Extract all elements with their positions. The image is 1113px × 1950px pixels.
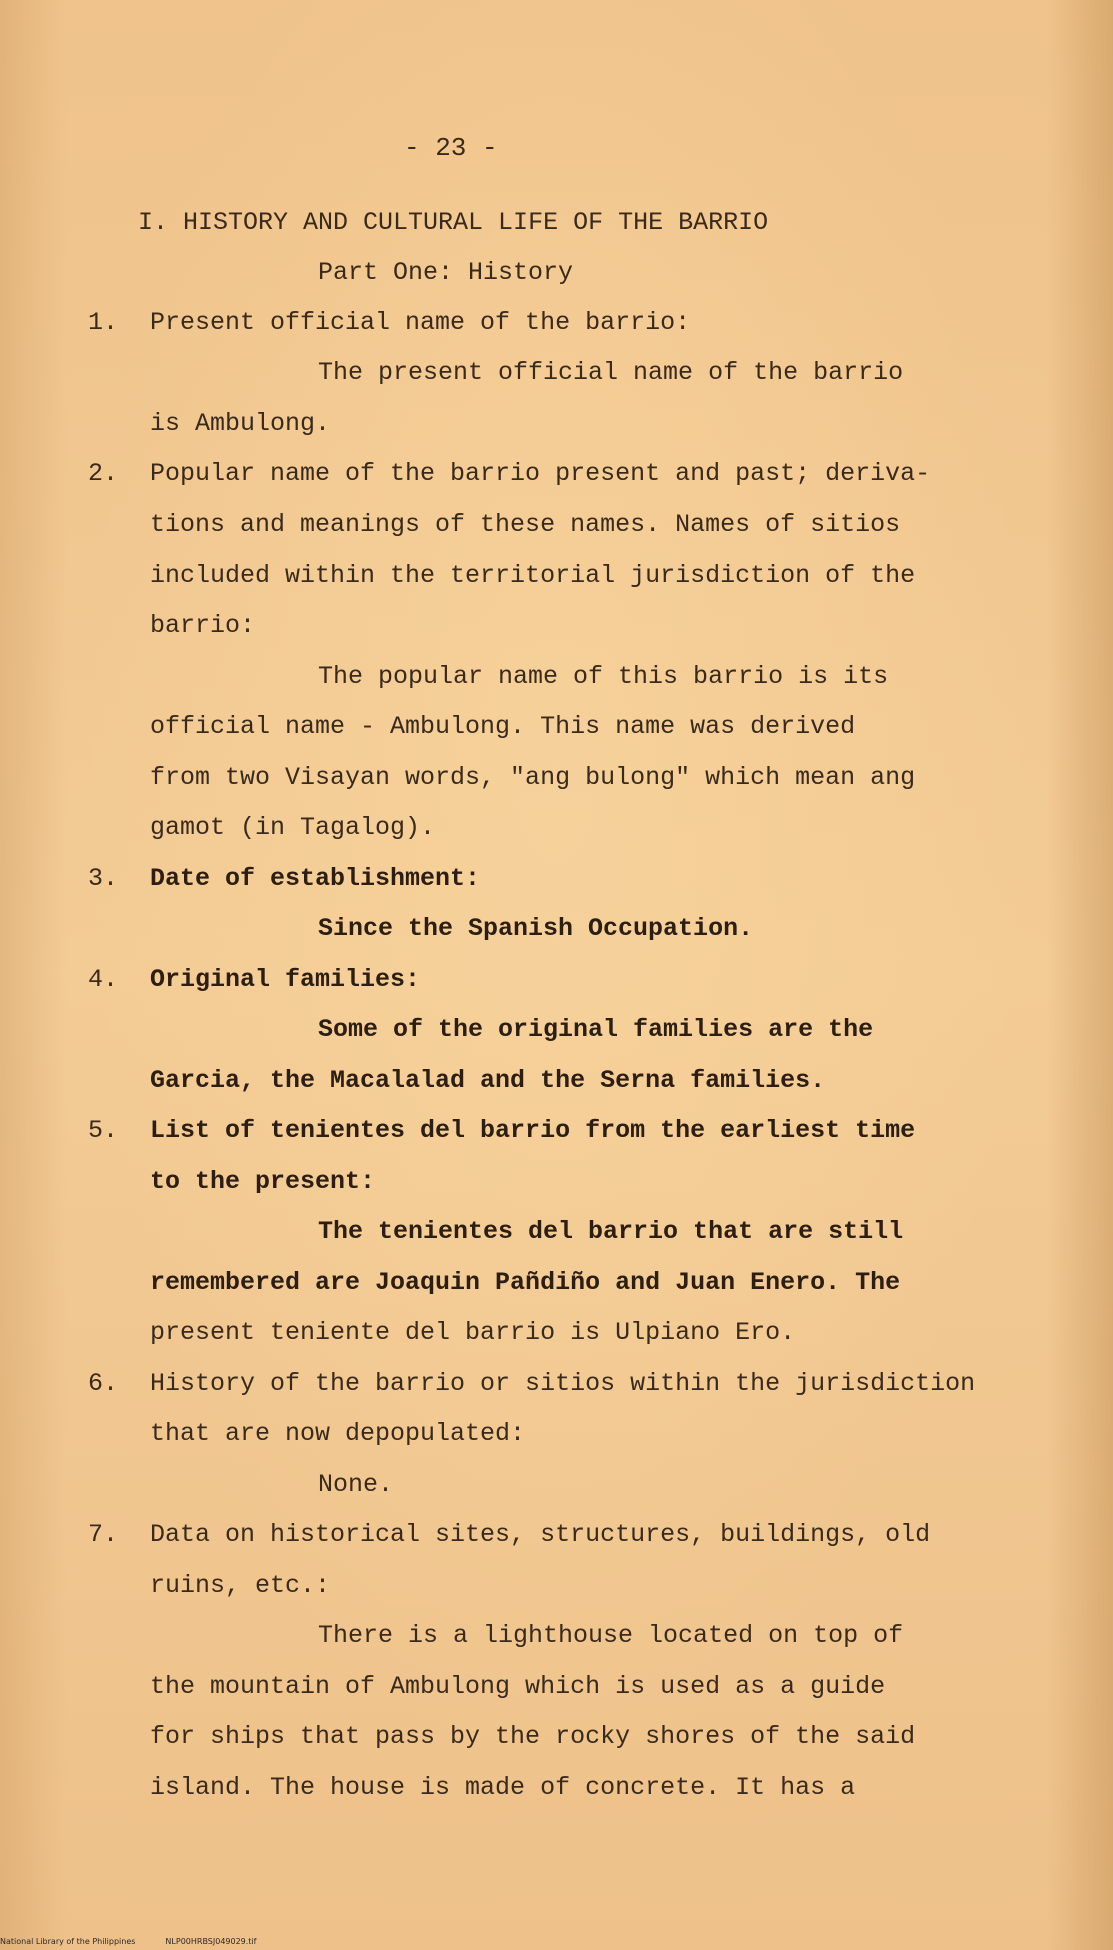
answer-text: from two Visayan words, "ang bulong" which mean ang (150, 763, 916, 792)
answer-text: Some of the original families are the (318, 1015, 874, 1044)
answer-text: official name - Ambulong. This name was derived (150, 712, 856, 741)
question-text: List of tenientes del barrio from the earliest time (150, 1116, 916, 1145)
page-number: - 23 - (404, 133, 498, 163)
answer-text: island. The house is made of concrete. It has a (150, 1773, 856, 1802)
section-heading: I. HISTORY AND CULTURAL LIFE OF THE BARRIO (138, 208, 769, 237)
item-number: 7. (88, 1520, 119, 1549)
question-text: to the present: (150, 1167, 376, 1196)
footer-library: National Library of the Philippines (0, 1937, 136, 1946)
answer-text: The present official name of the barrio (318, 358, 904, 387)
question-text: Original families: (150, 965, 421, 994)
question-text: Popular name of the barrio present and past; deriva- (150, 459, 931, 488)
scan-footer (0, 1937, 256, 1946)
item-number: 3. (88, 864, 119, 893)
answer-text: remembered are Joaquin Pañdiño and Juan Enero. The (150, 1268, 901, 1297)
question-text: that are now depopulated: (150, 1419, 526, 1448)
question-text: ruins, etc.: (150, 1571, 331, 1600)
answer-text: The popular name of this barrio is its (318, 662, 889, 691)
answer-text: gamot (in Tagalog). (150, 813, 436, 842)
answer-text: Since the Spanish Occupation. (318, 914, 754, 943)
question-text: Data on historical sites, structures, buildings, old (150, 1520, 931, 1549)
answer-text: for ships that pass by the rocky shores of the said (150, 1722, 916, 1751)
item-number: 1. (88, 308, 119, 337)
answer-text: Garcia, the Macalalad and the Serna families. (150, 1066, 826, 1095)
question-text: Date of establishment: (150, 864, 481, 893)
question-text: Present official name of the barrio: (150, 308, 691, 337)
question-text: tions and meanings of these names. Names of sitios (150, 510, 901, 539)
answer-text: There is a lighthouse located on top of (318, 1621, 904, 1650)
question-text: included within the territorial jurisdiction of the (150, 561, 916, 590)
item-number: 6. (88, 1369, 119, 1398)
part-heading: Part One: History (318, 258, 574, 287)
answer-text: the mountain of Ambulong which is used as a guide (150, 1672, 886, 1701)
item-number: 4. (88, 965, 119, 994)
question-text: History of the barrio or sitios within the jurisdiction (150, 1369, 976, 1398)
question-text: barrio: (150, 611, 256, 640)
footer-filename: NLP00HRBSJ049029.tif (165, 1937, 257, 1946)
item-number: 5. (88, 1116, 119, 1145)
answer-text: present teniente del barrio is Ulpiano Ero. (150, 1318, 796, 1347)
answer-text: None. (318, 1470, 394, 1499)
item-number: 2. (88, 459, 119, 488)
answer-text: The tenientes del barrio that are still (318, 1217, 904, 1246)
answer-text: is Ambulong. (150, 409, 331, 438)
